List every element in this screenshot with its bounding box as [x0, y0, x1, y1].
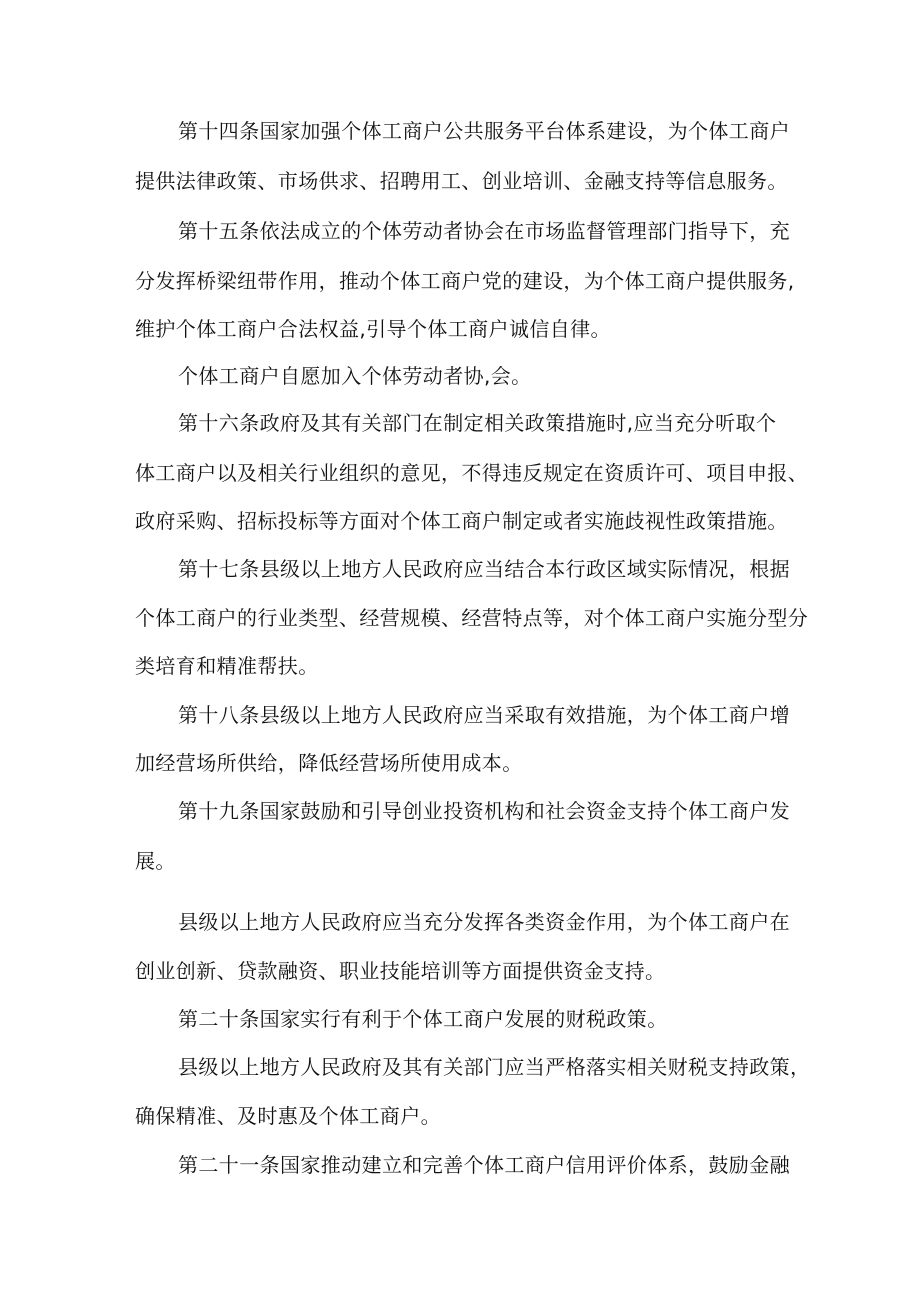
text-line: 类培育和精准帮扶。 — [135, 654, 319, 678]
text-line: 体工商户以及相关行业组织的意见，不得违反规定在资质许可、项目申报、 — [135, 461, 809, 485]
text-line: 第十六条政府及其有关部门在制定相关政策措施时,应当充分听取个 — [178, 411, 777, 435]
text-line: 加经营场所供给，降低经营场所使用成本。 — [135, 751, 523, 775]
text-line: 第二十一条国家推动建立和完善个体工商户信用评价体系，鼓励金融 — [178, 1153, 790, 1177]
text-line: 个体工商户的行业类型、经营规模、经营特点等，对个体工商户实施分型分 — [135, 606, 809, 630]
text-line: 政府采购、招标投标等方面对个体工商户制定或者实施歧视性政策措施。 — [135, 509, 788, 533]
text-line: 个体工商户自愿加入个体劳动者协,会。 — [178, 364, 532, 388]
text-line: 提供法律政策、市场供求、招聘用工、创业培训、金融支持等信息服务。 — [135, 169, 788, 193]
text-line: 确保精准、及时惠及个体工商户。 — [135, 1104, 441, 1128]
text-line: 第十四条国家加强个体工商户公共服务平台体系建设，为个体工商户 — [178, 119, 790, 143]
text-line: 维护个体工商户合法权益,引导个体工商户诚信自律。 — [135, 317, 611, 341]
text-line: 县级以上地方人民政府及其有关部门应当严格落实相关财税支持政策， — [178, 1055, 811, 1079]
text-line: 第十七条县级以上地方人民政府应当结合本行政区域实际情况，根据 — [178, 557, 790, 581]
text-line: 展。 — [135, 849, 176, 873]
text-line: 县级以上地方人民政府应当充分发挥各类资金作用，为个体工商户在 — [178, 910, 790, 934]
text-line: 分发挥桥梁纽带作用，推动个体工商户党的建设，为个体工商户提供服务, — [135, 269, 795, 293]
text-line: 第十五条依法成立的个体劳动者协会在市场监督管理部门指导下，充 — [178, 219, 790, 243]
text-line: 第十九条国家鼓励和引导创业投资机构和社会资金支持个体工商户发 — [178, 799, 790, 823]
text-line: 第十八条县级以上地方人民政府应当采取有效措施，为个体工商户增 — [178, 703, 790, 727]
text-line: 第二十条国家实行有利于个体工商户发展的财税政策。 — [178, 1007, 668, 1031]
text-line: 创业创新、贷款融资、职业技能培训等方面提供资金支持。 — [135, 959, 666, 983]
